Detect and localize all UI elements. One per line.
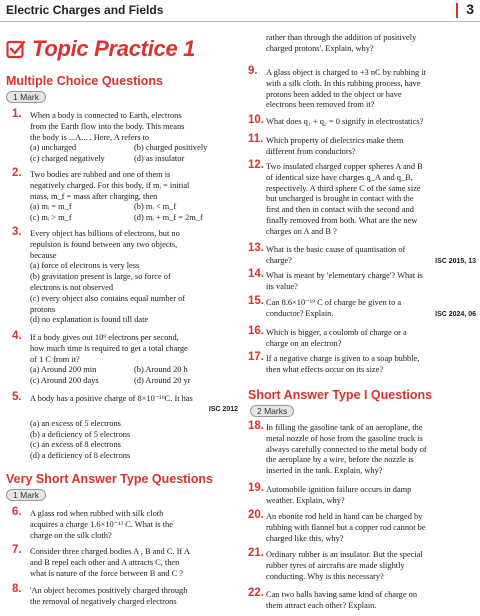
page-number-divider: [456, 3, 458, 18]
text-line: always carefully connected to the metal body of: [266, 444, 427, 454]
option-a[interactable]: (a) Around 200 min: [30, 365, 97, 375]
question-number: 3.: [12, 226, 22, 238]
option-row: [30, 202, 203, 213]
text-line: What does q₁ + q₂ = 0 signify in electrostatics?: [266, 117, 424, 126]
text-line: weather. Explain, why?: [266, 495, 345, 505]
option-row: [30, 365, 191, 376]
text-line: then what effects occur on its size?: [266, 364, 384, 374]
question-text: [30, 111, 207, 165]
text-line: the removal of negatively charged electrons: [30, 596, 177, 606]
text-line: If a negative charge is given to a soap bubble,: [266, 354, 420, 363]
question-text: [266, 354, 419, 376]
question-number: 17.: [248, 351, 264, 363]
option-c-continued: protons: [30, 304, 56, 314]
text-span: conductor? Explain.: [266, 308, 334, 318]
text-line: charge on the silk cloth?: [30, 530, 112, 540]
text-line: A body has a positive charge of 8×10⁻¹⁹C. It has: [30, 394, 193, 403]
text-line: different from conductors?: [266, 146, 356, 156]
text-span: charge?: [266, 255, 292, 265]
question-number: 7.: [12, 544, 22, 556]
question-number: 14.: [248, 268, 264, 280]
question-number: 13.: [248, 242, 264, 254]
option-d[interactable]: (d) as insulator: [134, 154, 185, 164]
text-line: When a body is connected to Earth, electrons: [30, 111, 182, 120]
question-number: 18.: [248, 420, 264, 432]
text-line: charged like this, why?: [266, 533, 344, 543]
text-line: Can 8.6×10⁻¹⁹ C of charge be given to a: [266, 298, 402, 307]
text-line: electrons been removed from it?: [266, 100, 375, 110]
text-line: from the Earth flow into the body. This means: [30, 121, 185, 131]
text-line: Ordinary rubber is an insulator. But the special: [266, 550, 423, 559]
text-line: In filling the gasoline tank of an aeroplane, the: [266, 423, 423, 432]
question-number: 1.: [12, 108, 22, 120]
option-a[interactable]: (a) an excess of 5 electrons: [30, 418, 121, 428]
question-number: 20.: [248, 509, 264, 521]
question-number: 8.: [12, 583, 22, 595]
option-d[interactable]: (d) no explanation is found till date: [30, 315, 149, 325]
marks-badge-mcq: 1 Mark: [6, 91, 46, 103]
text-line: A glass object is charged to +3 nC by rubbing it: [266, 68, 426, 77]
text-line: charged protons'. Explain, why?: [266, 43, 374, 53]
question-text: [266, 485, 411, 507]
question-number: 4.: [12, 330, 22, 342]
option-c[interactable]: (c) Around 200 days: [30, 376, 99, 386]
question-text: [266, 271, 423, 293]
option-a[interactable]: (a) mᵢ = m_f: [30, 202, 72, 212]
exam-reference: ISC 2024, 06: [435, 310, 476, 318]
text-line: Which property of dielectrics make them: [266, 136, 404, 145]
question-text: [266, 136, 403, 158]
section-title-mcq: Multiple Choice Questions: [6, 74, 163, 88]
text-line: but uncharged is brought in contact with the: [266, 194, 414, 204]
question-number: 15.: [248, 295, 264, 307]
question-text: [30, 547, 190, 579]
text-line: An ebonite rod held in hand can be charged by: [266, 512, 423, 521]
question-text: [30, 170, 203, 224]
question-number: 11.: [248, 133, 264, 145]
topic-heading: [6, 36, 195, 62]
text-line: A glass rod when rubbed with silk cloth: [30, 509, 164, 518]
text-line: finally removed from both. What are the new: [266, 215, 418, 225]
text-line: the body is ...A... . Here, A refers to: [30, 132, 150, 142]
option-b[interactable]: (b) a deficiency of 5 electrons: [30, 429, 131, 439]
option-row: [30, 143, 207, 154]
text-line: Every object has billions of electrons, but no: [30, 229, 180, 238]
question-text: [30, 229, 185, 326]
question-number: 6.: [12, 506, 22, 518]
option-row: [30, 376, 191, 387]
question-number: 2.: [12, 167, 22, 179]
text-line: repulsion is found between any two objects,: [30, 239, 178, 249]
question-text: [266, 512, 426, 544]
option-row: [30, 213, 203, 224]
question-number: 19.: [248, 482, 264, 494]
text-line: rubber tyres of aircrafts are made slightly: [266, 560, 405, 570]
question-text: [266, 68, 426, 111]
text-line: Which is bigger, a coulomb of charge or a: [266, 328, 407, 337]
option-b[interactable]: (b) Around 20 h: [134, 365, 188, 375]
text-line: negatively charged. For this body, if mᵢ = initial: [30, 180, 190, 190]
text-line: rather than through the addition of positively: [266, 33, 417, 42]
question-text: [266, 245, 476, 267]
text-line: its value?: [266, 281, 298, 291]
text-line: respectively. A third sphere C of the same size: [266, 183, 421, 193]
option-d[interactable]: (d) Around 20 yr: [134, 376, 191, 386]
option-b-continued: electrons is not observed: [30, 282, 114, 292]
option-d[interactable]: (d) a deficiency of 8 electrons: [30, 451, 131, 461]
text-line: because: [30, 250, 57, 260]
option-c[interactable]: (c) every object also contains equal number of: [30, 293, 186, 303]
question-text: [30, 394, 238, 462]
header-rule: [0, 21, 480, 22]
chapter-title: Electric Charges and Fields: [6, 3, 164, 17]
question-text: [266, 298, 476, 320]
ref-row: [30, 405, 238, 415]
option-c[interactable]: (c) charged negatively: [30, 154, 105, 164]
question-number: 5.: [12, 391, 22, 403]
text-line: how much time is required to get a total charge: [30, 343, 188, 353]
text-line: of identical size have charges q_A and q_B,: [266, 172, 413, 182]
question-text: [30, 509, 173, 541]
text-line: what is nature of the force between B and C ?: [30, 568, 184, 578]
question-number: 22.: [248, 587, 264, 599]
text-line: and B repel each other and A attracts C, then: [30, 557, 180, 567]
text-line: metal nozzle of hose from the gasoline truck is: [266, 433, 423, 443]
text-line: What is meant by 'elementary charge'? What is: [266, 271, 423, 280]
text-line: charge on an electron?: [266, 338, 342, 348]
marks-badge-vsa: 1 Mark: [6, 489, 46, 501]
page-header: [0, 0, 480, 22]
question-number: 16.: [248, 325, 264, 337]
text-line: 'An object becomes positively charged through: [30, 586, 188, 595]
question-text: [30, 333, 191, 387]
text-line: first and then in contact with the second and: [266, 205, 414, 215]
text-line: of 1 C from it?: [30, 354, 80, 364]
option-row: [30, 154, 207, 165]
text-line: acquires a charge 1.6×10⁻¹³ C. What is the: [30, 519, 173, 529]
question-text: [266, 590, 417, 612]
option-b[interactable]: (b) mᵢ < m_f: [134, 202, 177, 212]
option-b[interactable]: (b) charged positively: [134, 143, 208, 153]
page-number: 3: [466, 1, 474, 17]
text-line: mass, m_f = mass after charging, then: [30, 191, 158, 201]
text-line: [266, 309, 476, 320]
text-line: Two insulated charged copper spheres A and B: [266, 162, 423, 171]
exam-reference: ISC 2012: [208, 405, 238, 413]
exam-reference: ISC 2015, 13: [435, 257, 476, 265]
text-line: them attract each other? Explain.: [266, 600, 377, 610]
question-number: 9.: [248, 65, 258, 77]
option-c[interactable]: (c) mᵢ > m_f: [30, 213, 72, 223]
text-line: [266, 256, 476, 267]
section-title-vsa: Very Short Answer Type Questions: [6, 472, 214, 486]
question-text: [266, 162, 423, 238]
text-line: Automobile ignition failure occurs in damp: [266, 485, 412, 494]
text-line: Can two balls having same kind of charge on: [266, 590, 418, 599]
option-c[interactable]: (c) an excess of 8 electrons: [30, 440, 121, 450]
text-line: rubbing with flannel but a copper rod cannot be: [266, 522, 426, 532]
question-text: [266, 550, 423, 582]
text-line: inserted in the tank. Explain, why?: [266, 466, 383, 476]
text-line: If a body gives out 10⁹ electrons per second,: [30, 333, 179, 342]
question-number: 10.: [248, 114, 264, 126]
question-number: 12.: [248, 159, 264, 171]
question-text: [30, 586, 187, 608]
text-line: Two bodies are rubbed and one of them is: [30, 170, 171, 179]
checkbox-icon: [6, 39, 26, 59]
option-d[interactable]: (d) mᵢ + m_f = 2m_f: [134, 213, 203, 223]
question-text: [266, 423, 427, 477]
text-line: charges on A and B ?: [266, 226, 337, 236]
topic-title: Topic Practice 1: [32, 36, 196, 61]
option-b[interactable]: (b) gravitation present is large, so force of: [30, 272, 171, 282]
text-line: the aeroplane by a wire, before the nozzle is: [266, 455, 414, 465]
text-line: with a silk cloth. In this rubbing process, have: [266, 78, 421, 88]
option-a[interactable]: (a) force of electrons is very less: [30, 261, 140, 271]
question-text: [266, 33, 416, 55]
text-line: Consider three charged bodies A , B and C. If A: [30, 547, 190, 556]
text-line: protons been added to the object or have: [266, 89, 402, 99]
marks-badge-sa1: 2 Marks: [250, 405, 294, 417]
text-line: What is the basic cause of quantisation of: [266, 245, 406, 254]
section-title-sa1: Short Answer Type I Questions: [248, 388, 433, 402]
option-a[interactable]: (a) uncharged: [30, 143, 77, 153]
question-number: 21.: [248, 547, 264, 559]
question-text: [266, 328, 407, 350]
text-line: conducting. Why is this necessary?: [266, 571, 384, 581]
question-text: [266, 117, 423, 128]
